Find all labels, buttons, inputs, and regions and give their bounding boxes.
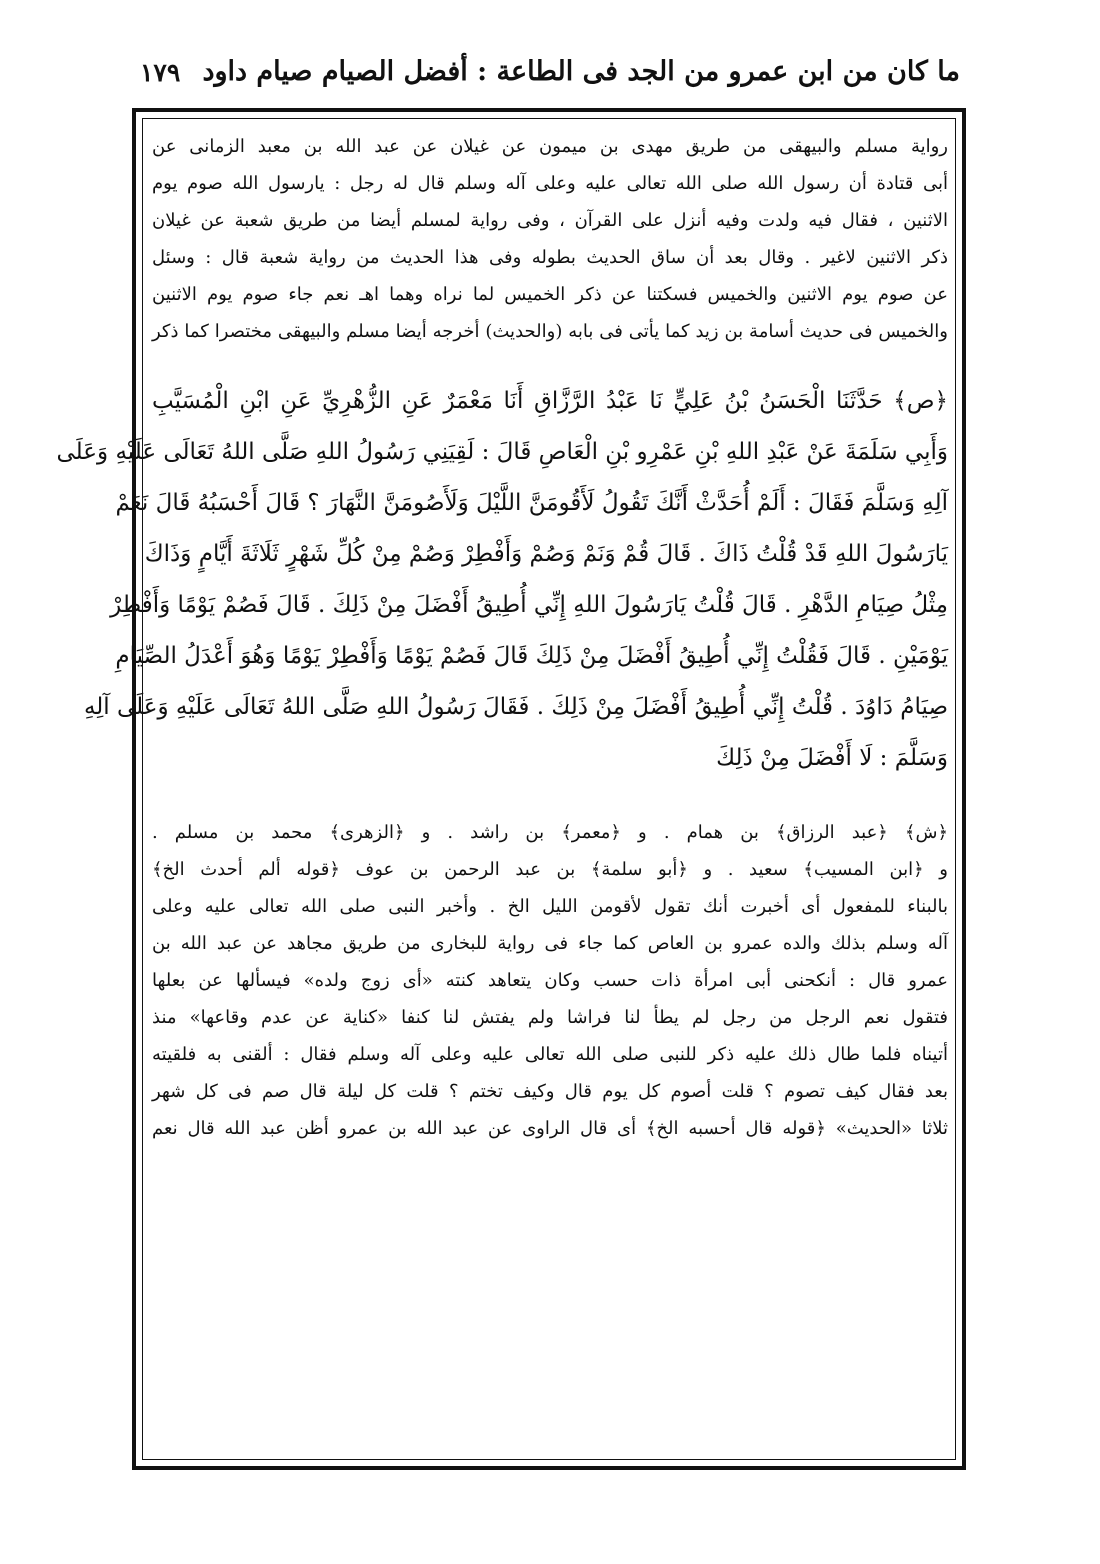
commentary-line: عمرو قال : أنكحنى أبى امرأة ذات حسب وكان يتعاهد كنته «أى زوج ولده» فيسألها عن بعلها [152, 970, 948, 991]
commentary-line: آله وسلم بذلك والده عمرو بن العاص كما جاء فى رواية للبخارى من طريق مجاهد عن عبد الله بن [152, 933, 949, 954]
commentary-line: و ﴿ابن المسيب﴾ سعيد . و ﴿أبو سلمة﴾ بن عبد الرحمن بن عوف ﴿قوله ألم أحدث الخ﴾ [152, 859, 948, 880]
hadith-line: وَأَبِي سَلَمَةَ عَنْ عَبْدِ اللهِ بْنِ عَمْرِو بْنِ الْعَاصِ قَالَ : لَقِيَنِي رَسُولُ اللهِ صَلَّى اللهُ تَعَالَى عَلَيْهِ وَعَلَى [56, 439, 948, 465]
hadith-line: يَوْمَيْنِ . قَالَ فَقُلْتُ إِنِّي أُطِيقُ أَفْضَلَ مِنْ ذَلِكَ قَالَ فَصُمْ يَوْمًا وَأَفْطِرْ يَوْمًا وَهُوَ أَعْدَلُ الصِّيَامِ [115, 643, 948, 669]
hadith-line: مِثْلُ صِيَامِ الدَّهْرِ . قَالَ قُلْتُ يَارَسُولَ اللهِ إِنِّي أُطِيقُ أَفْضَلَ مِنْ ذَلِكَ . قَالَ فَصُمْ يَوْمًا وَأَفْطِرْ [110, 592, 948, 618]
commentary-top [152, 128, 948, 350]
hadith-line: وَسَلَّمَ : لَا أَفْضَلَ مِنْ ذَلِكَ [716, 745, 948, 771]
commentary-bottom [152, 814, 948, 1147]
commentary-line: ذكر الاثنين لاغير . وقال بعد أن ساق الحديث بطوله وفى هذا الحديث من رواية شعبة قال : وسئل [152, 247, 948, 268]
commentary-line: الاثنين ، فقال فيه ولدت وفيه أنزل على القرآن ، وفى رواية لمسلم أيضا من طريق شعبة عن غيلان [152, 210, 948, 231]
hadith-line: آلِهِ وَسَلَّمَ فَقَالَ : أَلَمْ أُحَدَّثْ أَنَّكَ تَقُولُ لَأَقُومَنَّ اللَّيْلَ وَلَأَصُومَنَّ النَّهَارَ ؟ قَالَ أَحْسَبُهُ قَالَ نَعَمْ [115, 490, 948, 516]
commentary-line: والخميس فى حديث أسامة بن زيد كما يأتى فى بابه (والحديث) أخرجه أيضا مسلم والبيهقى مختصرا كما ذكر [152, 321, 948, 342]
commentary-line: ﴿ش﴾ ﴿عبد الرزاق﴾ بن همام . و ﴿معمر﴾ بن راشد . و ﴿الزهرى﴾ محمد بن مسلم . [152, 822, 948, 843]
hadith-line: ﴿ص﴾ حَدَّثَنَا الْحَسَنُ بْنُ عَلِيٍّ نَا عَبْدُ الرَّزَّاقِ أَنَا مَعْمَرٌ عَنِ الزُّهْرِيِّ عَنِ ابْنِ الْمُسَيَّبِ [152, 388, 948, 414]
commentary-line: أتيناه فلما طال ذلك عليه ذكر للنبى صلى الله تعالى عليه وعلى آله وسلم فقال : ألقنى به فلقيته [152, 1044, 948, 1065]
hadith-line: صِيَامُ دَاوُدَ . قُلْتُ إِنِّي أُطِيقُ أَفْضَلَ مِنْ ذَلِكَ . فَقَالَ رَسُولُ اللهِ صَلَّى اللهُ تَعَالَى عَلَيْهِ وَعَلَى آلِهِ [83, 694, 948, 720]
hadith-line: يَارَسُولَ اللهِ قَدْ قُلْتُ ذَاكَ . قَالَ قُمْ وَنَمْ وَصُمْ وَأَفْطِرْ وَصُمْ مِنْ كُلِّ شَهْرٍ ثَلَاثَةَ أَيَّامٍ وَذَاكَ [144, 541, 948, 567]
page-header [140, 46, 960, 106]
hadith-text [56, 376, 948, 784]
page-content [56, 128, 949, 1147]
running-header-title: ما كان من ابن عمرو من الجد فى الطاعة : أفضل الصيام صيام داود [202, 56, 960, 87]
commentary-line: أبى قتادة أن رسول الله صلى الله تعالى عليه وعلى آله وسلم قال له رجل : يارسول الله صوم يوم [152, 173, 948, 194]
commentary-line: ثلاثا «الحديث» ﴿قوله قال أحسبه الخ﴾ أى قال الراوى عن عبد الله بن عمرو أظن عبد الله قال نعم [152, 1118, 948, 1139]
commentary-line: عن صوم يوم الاثنين والخميس فسكتنا عن ذكر الخميس لما نراه وهما اهـ نعم جاء صوم يوم الاثنين [152, 284, 948, 305]
commentary-line: رواية مسلم والبيهقى من طريق مهدى بن ميمون عن غيلان عن عبد الله بن معبد الزمانى عن [152, 136, 948, 157]
page-number: ١٧٩ [140, 58, 181, 87]
commentary-line: بالبناء للمفعول أى أخبرت أنك تقول لأقومن الليل الخ . وأخبر النبى صلى الله تعالى عليه وعلى [152, 896, 948, 917]
commentary-line: فتقول نعم الرجل من رجل لم يطأ لنا فراشا ولم يفتش لنا كنفا «كناية عن عدم وقاعها» منذ [152, 1007, 948, 1028]
commentary-line: بعد فقال كيف تصوم ؟ قلت أصوم كل يوم قال وكيف تختم ؟ قلت كل ليلة قال صم فى كل شهر [152, 1081, 948, 1102]
